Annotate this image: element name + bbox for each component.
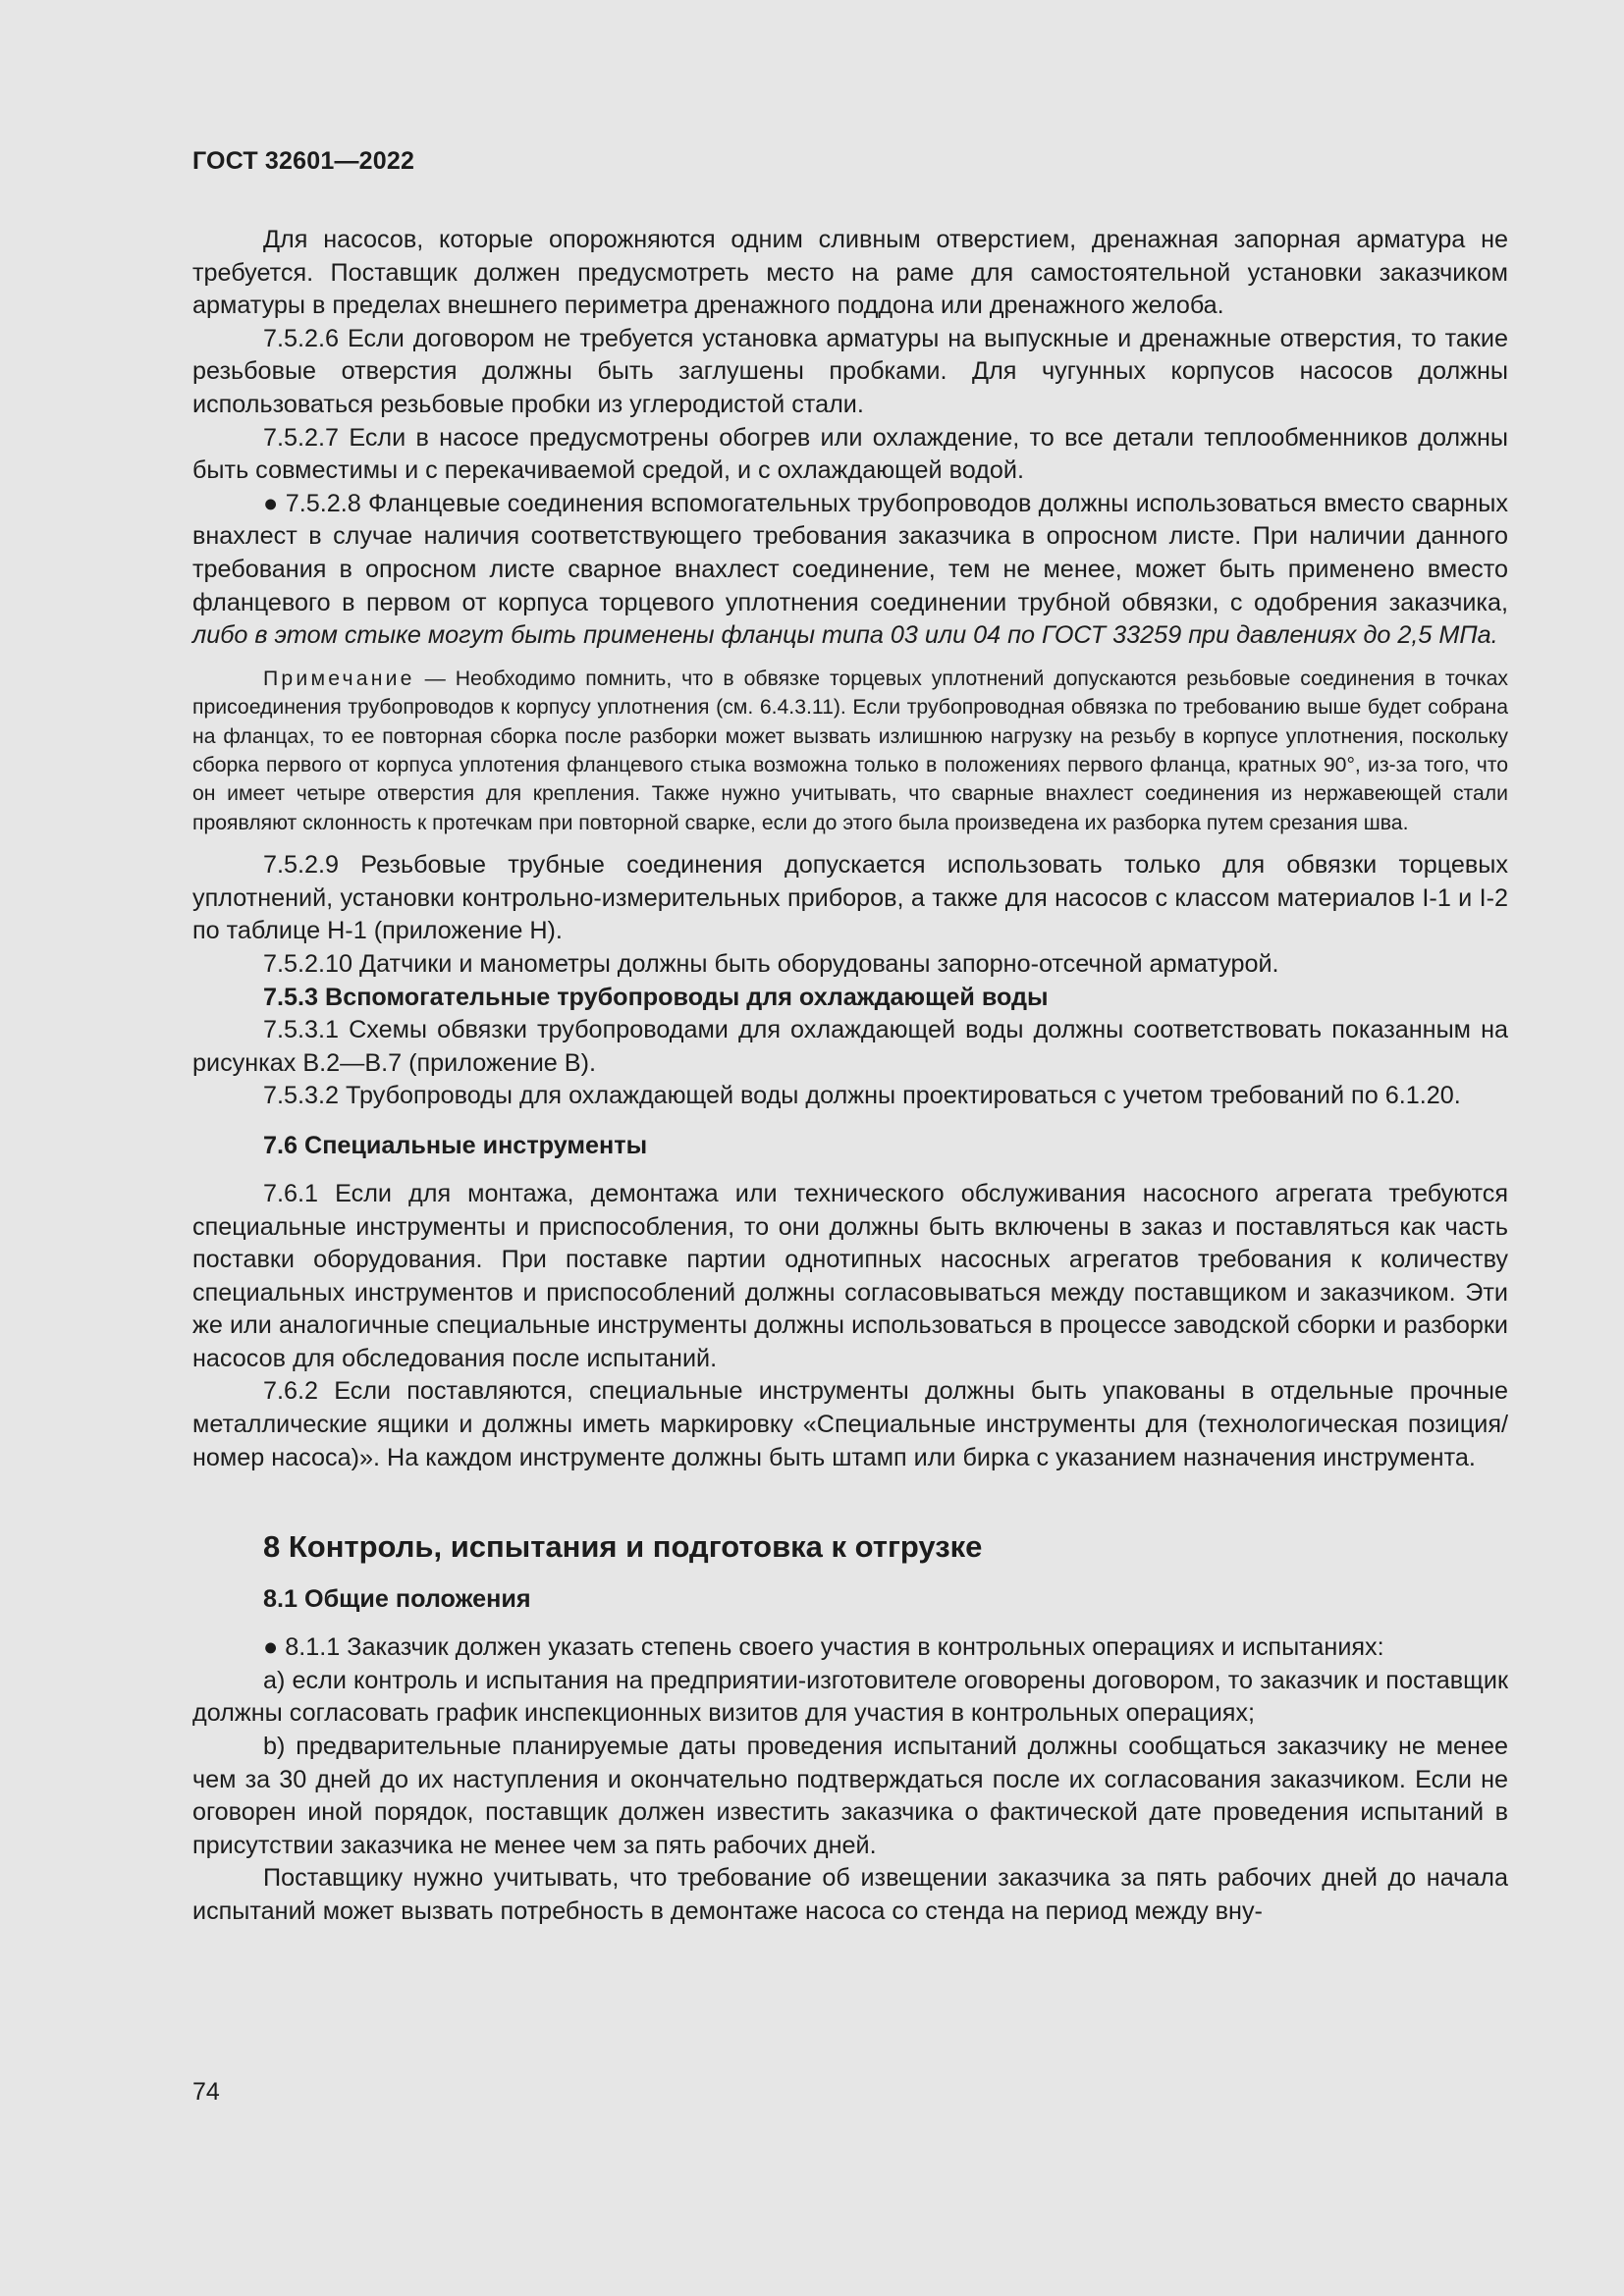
heading-8-1: 8.1 Общие положения [263,1585,531,1614]
paragraph-7-5-2-9: 7.5.2.9 Резьбовые трубные соединения допускается использовать только для обвязки торцевых уплотнений, установки контрольно-измерительных приборов, а также для насосов с классом материалов I-1 и I-2 по таблице Н-1 (приложение Н). [192,851,1508,945]
paragraph-7-5-3-1: 7.5.3.1 Схемы обвязки трубопроводами для охлаждающей воды должны соответствовать показанным на рисунках В.2—В.7 (приложение В). [192,1016,1508,1077]
paragraph-7-6-2: 7.6.2 Если поставляются, специальные инструменты должны быть упакованы в отдельные прочные металлические ящики и должны иметь маркировку «Специальные инструменты для (технологическая позиция/номер насоса)». На каждом инструменте должны быть штамп или бирка с указанием назначения инструмента. [192,1377,1508,1471]
paragraph-7-5-2-8 [192,488,1508,653]
paragraph-8-1-1-b: b) предварительные планируемые даты проведения испытаний должны сообщаться заказчику не менее чем за 30 дней до их наступления и окончательно подтверждаться после их согласования заказчиком. Если не оговорен иной порядок, поставщик должен известить заказчика о фактической дате проведения испытаний в присутствии заказчика не менее чем за пять рабочих дней. [192,1733,1508,1859]
document-code-header: ГОСТ 32601—2022 [192,147,415,175]
paragraph-7-5-2-10: 7.5.2.10 Датчики и манометры должны быть оборудованы запорно-отсечной арматурой. [263,949,1279,978]
paragraph-7-5-2-7: 7.5.2.7 Если в насосе предусмотрены обогрев или охлаждение, то все детали теплообменников должны быть совместимы и с перекачиваемой средой, и с охлаждающей водой. [192,423,1508,485]
paragraph-7-5-2-8-text: ● 7.5.2.8 Фланцевые соединения вспомогательных трубопроводов должны использоваться вместо сварных внахлест в случае наличия соответствующего требования заказчика в опросном листе. При наличии данного требования в опросном листе сварное внахлест соединение, тем не менее, может быть применено вместо фланцевого в первом от корпуса торцевого уплотнения соединении трубной обвязки, с одобрения заказчика, [192,489,1508,616]
paragraph-7-6-1: 7.6.1 Если для монтажа, демонтажа или технического обслуживания насосного агрегата требуются специальные инструменты и приспособления, то они должны быть включены в заказ и поставляться как часть поставки оборудования. При поставке партии однотипных насосных агрегатов требования к количеству специальных инструментов и приспособлений должны согласовываться между поставщиком и заказчиком. Эти же или аналогичные специальные инструменты должны использоваться в процессе заводской сборки и разборки насосов для обследования после испытаний. [192,1179,1508,1372]
paragraph-7-5-2-8-italic: либо в этом стыке могут быть применены фланцы типа 03 или 04 по ГОСТ 33259 при давлениях до 2,5 МПа. [192,621,1498,650]
heading-section-8: 8 Контроль, испытания и подготовка к отгрузке [263,1529,983,1565]
paragraph-7-5-2-6: 7.5.2.6 Если договором не требуется установка арматуры на выпускные и дренажные отверстия, то такие резьбовые отверстия должны быть заглушены пробками. Для чугунных корпусов насосов должны использоваться резьбовые пробки из углеродистой стали. [192,324,1508,418]
heading-7-6: 7.6 Специальные инструменты [263,1131,648,1159]
note-block [192,665,1508,837]
note-text: — Необходимо помнить, что в обвязке торцевых уплотнений допускаются резьбовые соединения в точках присоединения трубопроводов к корпусу уплотнения (см. 6.4.3.11). Если трубопроводная обвязка по требованию выше будет собрана на фланцах, то ее повторная сборка после разборки может вызвать излишнюю нагрузку на резьбу в корпусе уплотнения, поскольку сборка первого от корпуса уплотения фланцевого стыка возможна только в положениях первого фланца, кратных 90°, из-за того, что он имеет четыре отверстия для крепления. Также нужно учитывать, что сварные внахлест соединения из нержавеющей стали проявляют склонность к протечкам при повторной сварке, если до этого была произведена их разборка путем срезания шва. [192,667,1508,834]
page-body [192,224,1508,1929]
page-number: 74 [192,2078,220,2106]
paragraph-supplier-note: Поставщику нужно учитывать, что требование об извещении заказчика за пять рабочих дней до начала испытаний может вызвать потребность в демонтаже насоса со стенда на период между вну- [192,1864,1508,1925]
note-paragraph [192,665,1508,837]
note-label: Примечание [263,667,415,690]
paragraph-drainage: Для насосов, которые опорожняются одним сливным отверстием, дренажная запорная арматура не требуется. Поставщик должен предусмотреть место на раме для самостоятельной установки заказчиком арматуры в пределах внешнего периметра дренажного поддона или дренажного желоба. [192,226,1508,320]
paragraph-8-1-1-a: a) если контроль и испытания на предприятии-изготовителе оговорены договором, то заказчик и поставщик должны согласовать график инспекционных визитов для участия в контрольных операциях; [192,1666,1508,1728]
paragraph-8-1-1: ● 8.1.1 Заказчик должен указать степень своего участия в контрольных операциях и испытаниях: [263,1633,1384,1662]
paragraph-7-5-3-2: 7.5.3.2 Трубопроводы для охлаждающей воды должны проектироваться с учетом требований по 6.1.20. [263,1082,1461,1110]
heading-7-5-3: 7.5.3 Вспомогательные трубопроводы для охлаждающей воды [263,983,1049,1011]
